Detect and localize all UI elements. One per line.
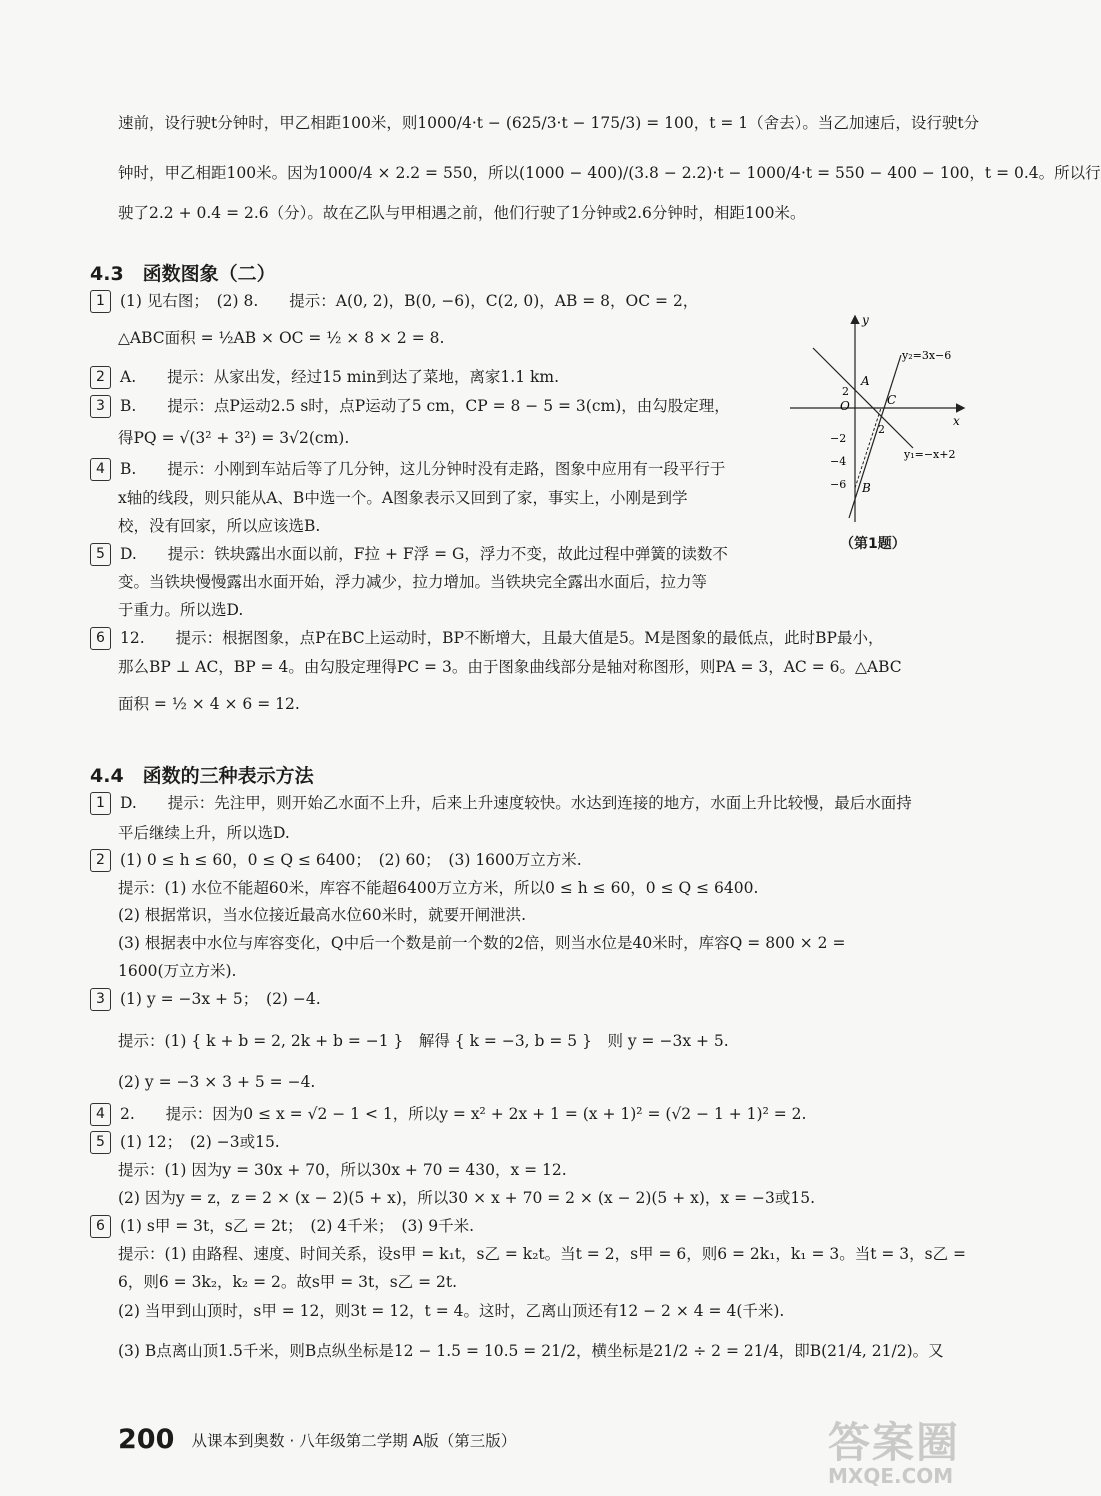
text-line: 校，没有回家，所以应该选B. bbox=[118, 517, 321, 535]
text-line: (2) 根据常识，当水位接近最高水位60米时，就要开闸泄洪. bbox=[118, 906, 527, 924]
tick-label: −6 bbox=[830, 478, 847, 491]
question-number: 2 bbox=[90, 849, 111, 872]
text-line: x轴的线段，则只能从A、B中选一个。A图象表示又回到了家，事实上，小刚是到学 bbox=[118, 489, 688, 507]
question-number: 6 bbox=[90, 627, 111, 650]
text-line: 面积 = ½ × 4 × 6 = 12. bbox=[118, 695, 300, 713]
text-line: (1) s甲 = 3t，s乙 = 2t； (2) 4千米； (3) 9千米. bbox=[120, 1217, 475, 1235]
text-line: (2) y = −3 × 3 + 5 = −4. bbox=[118, 1073, 316, 1091]
text-line: (2) 当甲到山顶时，s甲 = 12，则3t = 12，t = 4。这时，乙离山顶还有12 − 2 × 4 = 4(千米). bbox=[118, 1302, 785, 1320]
text-line: B. 提示：小刚到车站后等了几分钟，这儿分钟时没有走路，图象中应用有一段平行于 bbox=[120, 460, 726, 478]
line-y1-label: y₁=−x+2 bbox=[904, 448, 956, 461]
point-b-label: B bbox=[862, 481, 871, 495]
tick-label: 2 bbox=[842, 385, 849, 398]
text-line: 1600(万立方米). bbox=[118, 962, 237, 980]
x-axis-label: x bbox=[953, 414, 960, 428]
question-number: 5 bbox=[90, 1131, 111, 1154]
section-title: 4.3 函数图象（二） bbox=[90, 263, 276, 285]
text-line: (2) 因为y = z，z = 2 × (x − 2)(5 + x)，所以30 × x + 70 = 2 × (x − 2)(5 + x)，x = −3或15. bbox=[118, 1189, 816, 1207]
question-number: 4 bbox=[90, 1103, 111, 1126]
text-line: (1) y = −3x + 5； (2) −4. bbox=[120, 990, 321, 1008]
text-line: 速前，设行驶t分钟时，甲乙相距100米，则1000/4·t − (625/3·t − 175/3) = 100，t = 1（舍去）。当乙加速后，设行驶t分 bbox=[118, 114, 980, 132]
watermark-text: 答案圈 bbox=[828, 1418, 961, 1467]
question-number: 2 bbox=[90, 366, 111, 389]
line-y2 bbox=[849, 355, 901, 518]
point-c-label: C bbox=[887, 393, 897, 407]
text-line: A. 提示：从家出发，经过15 min到达了菜地，离家1.1 km. bbox=[120, 368, 560, 386]
point-a-label: A bbox=[861, 374, 870, 388]
text-line: (1) 0 ≤ h ≤ 60，0 ≤ Q ≤ 6400； (2) 60； (3) 1600万立方米. bbox=[120, 851, 582, 869]
text-line: 变。当铁块慢慢露出水面开始，浮力减少，拉力增加。当铁块完全露出水面后，拉力等 bbox=[118, 573, 708, 591]
question-number: 4 bbox=[90, 458, 111, 481]
origin-label: O bbox=[840, 399, 850, 413]
text-line: 提示：(1) { k + b = 2, 2k + b = −1 } 解得 { k = −3, b = 5 } 则 y = −3x + 5. bbox=[118, 1032, 729, 1050]
text-line: 提示：(1) 水位不能超60米，库容不能超6400万立方米，所以0 ≤ h ≤ 60，0 ≤ Q ≤ 6400. bbox=[118, 879, 759, 897]
function-graph-figure bbox=[785, 312, 970, 527]
text-line: 平后继续上升，所以选D. bbox=[118, 824, 290, 842]
question-number: 3 bbox=[90, 988, 111, 1011]
text-line: 那么BP ⊥ AC，BP = 4。由勾股定理得PC = 3。由于图象曲线部分是轴对称图形，则PA = 3，AC = 6。△ABC bbox=[118, 658, 902, 676]
text-line: 6，则6 = 3k₂，k₂ = 2。故s甲 = 3t，s乙 = 2t. bbox=[118, 1273, 458, 1291]
text-line: 得PQ = √(3² + 3²) = 3√2(cm). bbox=[118, 429, 350, 447]
tick-label: 2 bbox=[878, 423, 885, 436]
text-line: (1) 见右图； (2) 8. 提示：A(0, 2)，B(0, −6)，C(2, 0)，AB = 8，OC = 2， bbox=[120, 292, 699, 310]
text-line: D. 提示：铁块露出水面以前，F拉 + F浮 = G，浮力不变，故此过程中弹簧的读数不 bbox=[120, 545, 728, 563]
text-line: 提示：(1) 因为y = 30x + 70，所以30x + 70 = 430，x = 12. bbox=[118, 1161, 567, 1179]
question-number: 6 bbox=[90, 1215, 111, 1238]
text-line: 2. 提示：因为0 ≤ x = √2 − 1 < 1，所以y = x² + 2x + 1 = (x + 1)² = (√2 − 1 + 1)² = 2. bbox=[120, 1105, 807, 1123]
text-line: 钟时，甲乙相距100米。因为1000/4 × 2.2 = 550，所以(1000 − 400)/(3.8 − 2.2)·t − 1000/4·t = 550 − 400 − 100，t = 0.4。所以行 bbox=[118, 164, 1101, 182]
watermark-logo bbox=[828, 1410, 960, 1488]
text-line: 提示：(1) 由路程、速度、时间关系，设s甲 = k₁t，s乙 = k₂t。当t = 2，s甲 = 6，则6 = 2k₁，k₁ = 3。当t = 3，s乙 = bbox=[118, 1245, 967, 1263]
segment-bc bbox=[855, 408, 881, 488]
text-line: 12. 提示：根据图象，点P在BC上运动时，BP不断增大，且最大值是5。M是图象的最低点，此时BP最小， bbox=[120, 629, 884, 647]
line-y2-label: y₂=3x−6 bbox=[902, 349, 952, 362]
text-line: 驶了2.2 + 0.4 = 2.6（分）。故在乙队与甲相遇之前，他们行驶了1分钟或2.6分钟时，相距100米。 bbox=[118, 204, 806, 222]
question-number: 1 bbox=[90, 792, 111, 815]
text-line: B. 提示：点P运动2.5 s时，点P运动了5 cm，CP = 8 − 5 = 3(cm)，由勾股定理， bbox=[120, 397, 730, 415]
question-number: 3 bbox=[90, 395, 111, 418]
section-title: 4.4 函数的三种表示方法 bbox=[90, 765, 314, 787]
watermark-url: MXQE.COM bbox=[828, 1464, 954, 1488]
page-footer bbox=[118, 1424, 516, 1455]
page-number: 200 bbox=[118, 1424, 175, 1455]
text-line: (3) 根据表中水位与库容变化，Q中后一个数是前一个数的2倍，则当水位是40米时，库容Q = 800 × 2 = bbox=[118, 934, 846, 952]
book-title: 从课本到奥数 · 八年级第二学期 A版（第三版） bbox=[191, 1432, 517, 1450]
question-number: 1 bbox=[90, 290, 111, 313]
y-axis-label: y bbox=[862, 313, 869, 327]
figure-caption: （第1题） bbox=[840, 536, 906, 552]
tick-label: −4 bbox=[830, 455, 847, 468]
text-line: (1) 12； (2) −3或15. bbox=[120, 1133, 280, 1151]
tick-label: −2 bbox=[830, 432, 847, 445]
text-line: (3) B点离山顶1.5千米，则B点纵坐标是12 − 1.5 = 10.5 = 21/2，横坐标是21/2 ÷ 2 = 21/4，即B(21/4, 21/2)。又 bbox=[118, 1342, 944, 1360]
question-number: 5 bbox=[90, 543, 111, 566]
text-line: D. 提示：先注甲，则开始乙水面不上升，后来上升速度较快。水达到连接的地方，水面上升比较慢，最后水面持 bbox=[120, 794, 912, 812]
text-line: △ABC面积 = ½AB × OC = ½ × 8 × 2 = 8. bbox=[118, 329, 445, 347]
text-line: 于重力。所以选D. bbox=[118, 601, 244, 619]
